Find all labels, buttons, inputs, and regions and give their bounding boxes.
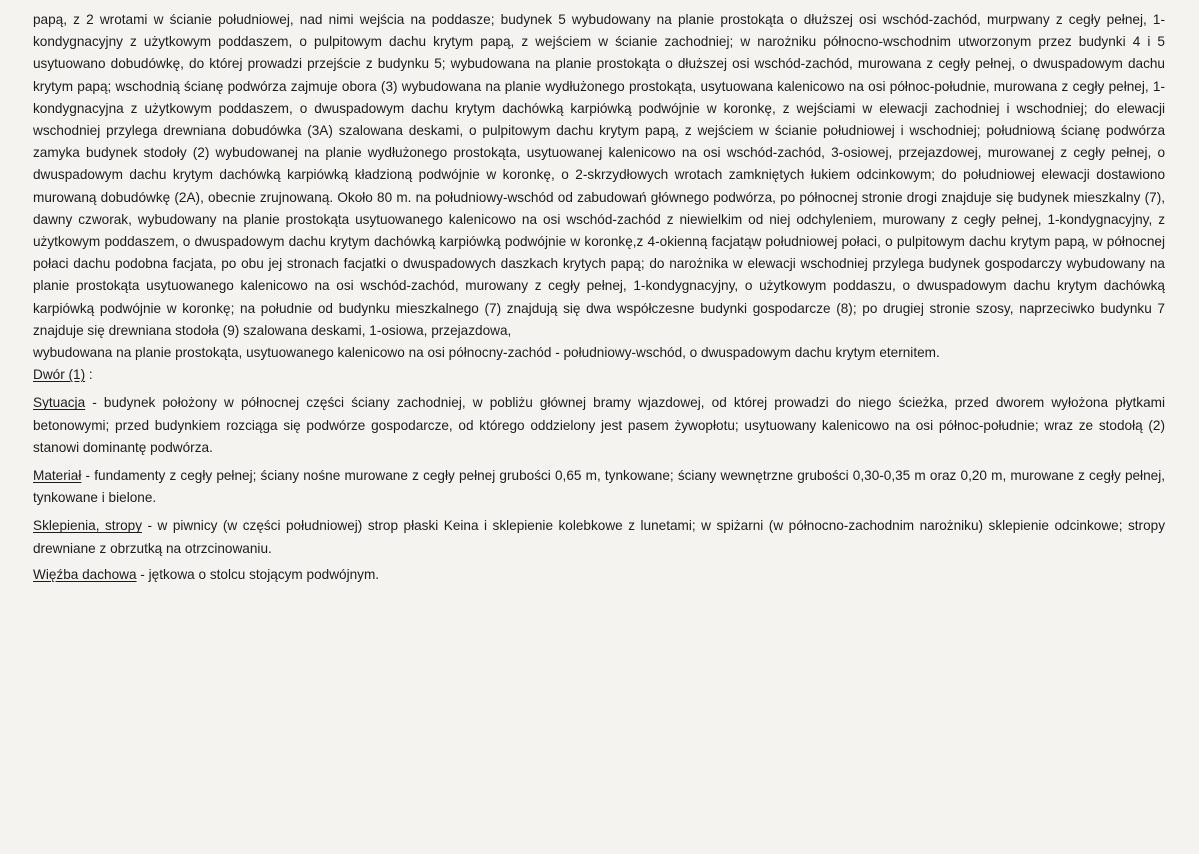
intro-paragraph xyxy=(33,9,1165,364)
heading-label: Dwór (1) xyxy=(33,367,86,383)
section-text-sytuacja: - budynek położony w północnej części ściany zachodniej, w pobliżu głównej bramy wjazdowej, od której prowadzi do niego ścieżka, przed dworem wyłożona płytkami betonowymi; przed budynkiem rozciąga się podwórze gospodarcze, od którego oddzielony jest pasem żywopłotu; usytuowany kalenicowo na osi północ-południe; wraz ze stodołą (2) stanowi dominantę podwórza. xyxy=(33,395,1165,455)
section-text-sklepienia: - w piwnicy (w części południowej) strop płaski Keina i sklepienie kolebkowe z lunetami; w spiżarni (w północno-zachodnim narożniku) sklepienie odcinkowe; stropy drewniane z obrzutką na otrzcinowaniu. xyxy=(33,518,1165,556)
section-label-wiezba: Więźba dachowa xyxy=(33,566,137,582)
section-text-wiezba: - jętkowa o stolcu stojącym podwójnym. xyxy=(136,566,380,582)
section-wiezba xyxy=(33,564,1165,586)
section-sklepienia xyxy=(33,515,1165,559)
section-label-sytuacja: Sytuacja xyxy=(33,395,86,411)
intro-text: papą, z 2 wrotami w ścianie południowej, nad nimi wejścia na poddasze; budynek 5 wybudowany na planie prostokąta o dłuższej osi wschód-zachód, murpwany z cegły pełnej, 1-kondygnacyjny z użytkowym poddaszem, o pulpitowym dachu krytym papą, z wejściem w ścianie zachodniej; w narożniku północno-wschodnim utworzonym przez budynki 4 i 5 usytuowano dobudówkę, do której prowadzi przejście z budynku 5; wybudowana na planie prostokąta o dłuższej osi wschód-zachód, murowana z cegły pełnej, o dwuspadowym dachu krytym papą; wschodnią ścianę podwórza zajmuje obora (3) wybudowana na planie wydłużonego prostokąta, usytuowana kalenicowo na osi północ-południe, murowana z cegły pełnej, 1-kondygnacyjna z użytkowym poddaszem, o dwuspadowym dachu krytym dachówką karpiówką podwójnie w koronkę, z wejściami w elewacji zachodniej i wschodniej; do elewacji wschodniej przylega drewniana dobudówka (3A) szalowana deskami, o pulpitowym dachu krytym papą, z wejściem w ścianie południowej i wschodniej; południową ścianę podwórza zamyka budynek stodoły (2) wybudowanej na planie wydłużonego prostokąta, usytuowanej kalenicowo na osi wschód-zachód, 3-osiowej, przejazdowej, murowanej z cegły pełnej, o dwuspadowym dachu krytym dachówką karpiówką kładzioną podwójnie w koronkę, o 2-skrzydłowych wrotach zamkniętych łukiem odcinkowym; do południowej elewacji dostawiono murowaną dobudówkę (2A), obecnie zrujnowaną. Około 80 m. na południowy-wschód od zabudowań głównego podwórza, po północnej stronie drogi znajduje się budynek mieszkalny (7), dawny czworak, wybudowany na planie prostokąta usytuowanego kalenicowo na osi wschód-zachód z niewielkim od niej odchyleniem, murowany z cegły pełnej, 1-kondygnacyjny, z użytkowym poddaszem, o dwuspadowym dachu krytym dachówką karpiówką podwójnie w koronkę,z 4-okienną facjatąw południowej połaci, o pulpitowym dachu krytym papą, w północnej połaci dachu podobna facjata, po obu jej stronach facjatki o dwuspadowych daszkach krytych papą; do narożnika w elewacji wschodniej przylega budynek gospodarczy wybudowany na planie prostokąta usytuowanego kalenicowo na osi wschód-zachód, murowany z cegły pełnej, 1-kondygnacyjny, o użytkowym poddaszu, o dwuspadowym dachu krytym dachówką karpiówką podwójnie w koronkę; na południe od budynku mieszkalnego (7) znajdują się dwa współczesne budynki gospodarcze (8); po drugiej stronie szosy, naprzeciwko budynku 7 znajduje się drewniana stodoła (9) szalowana deskami, 1-osiowa, przejazdowa, xyxy=(33,12,1165,338)
section-label-material: Materiał xyxy=(33,468,82,484)
section-heading-dwor xyxy=(33,364,1165,386)
document-text xyxy=(33,9,1165,586)
intro-last-line: wybudowana na planie prostokąta, usytuowanego kalenicowo na osi północny-zachód - południowy-wschód, o dwuspadowym dachu krytym eternitem. xyxy=(33,345,940,361)
section-material xyxy=(33,465,1165,509)
section-text-material: - fundamenty z cegły pełnej; ściany nośne murowane z cegły pełnej grubości 0,65 m, tynkowane; ściany wewnętrzne grubości 0,30-0,35 m oraz 0,20 m, murowane z cegły pełnej, tynkowane i bielone. xyxy=(33,468,1165,506)
section-sytuacja xyxy=(33,392,1165,459)
heading-suffix: : xyxy=(85,367,93,383)
section-label-sklepienia: Sklepienia, stropy xyxy=(33,518,143,534)
